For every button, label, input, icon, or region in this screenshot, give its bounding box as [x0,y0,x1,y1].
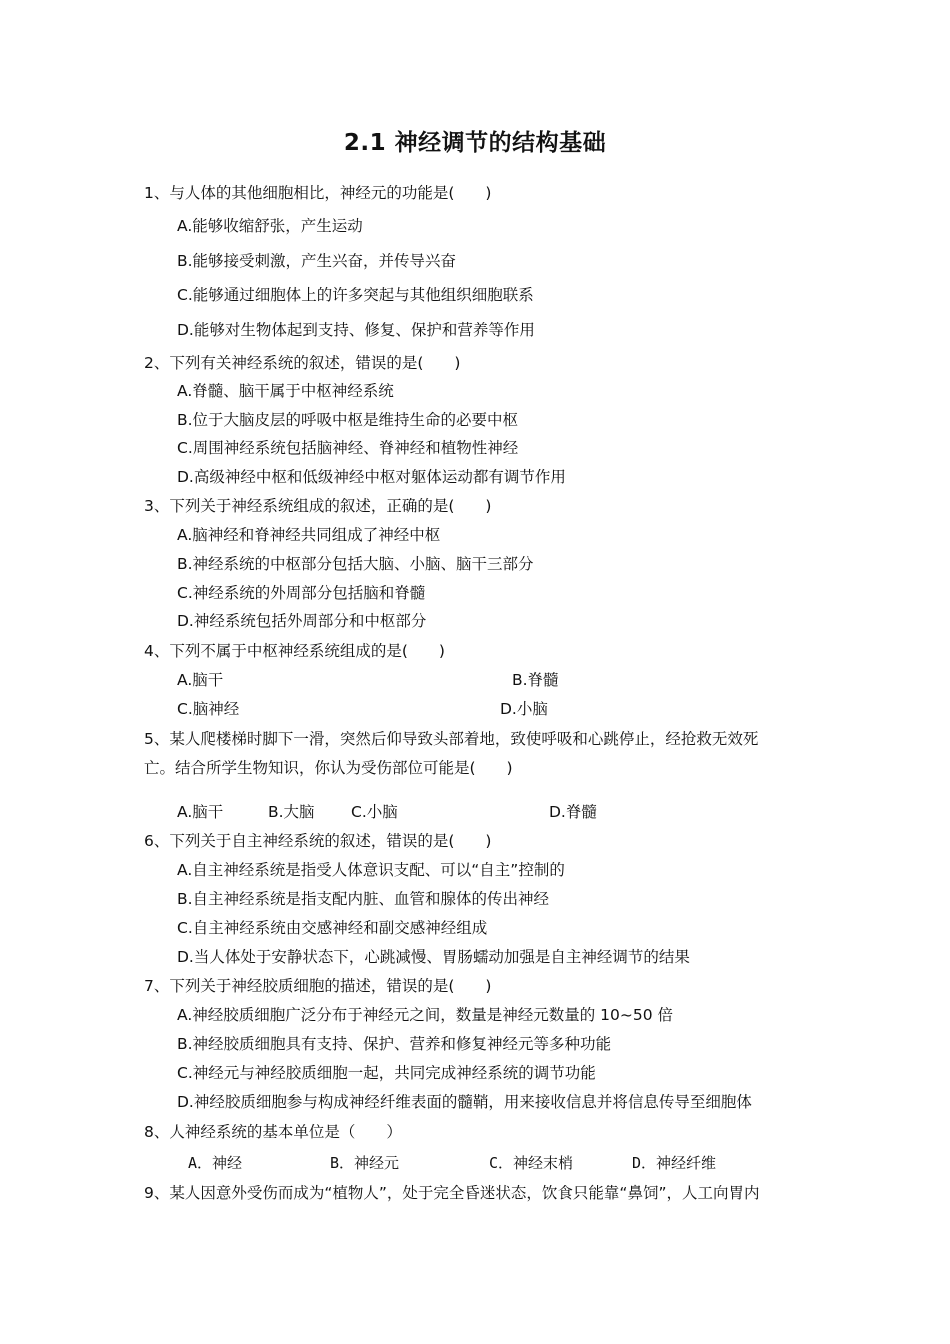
question-4-stem: 4、下列不属于中枢神经系统组成的是( ) [144,642,445,660]
question-7-option-b: B.神经胶质细胞具有支持、保护、营养和修复神经元等多种功能 [177,1035,612,1053]
question-1-stem: 1、与人体的其他细胞相比，神经元的功能是( ) [144,184,492,202]
question-6-option-b: B.自主神经系统是指支配内脏、血管和腺体的传出神经 [177,890,550,908]
question-1-option-c: C.能够通过细胞体上的许多突起与其他组织细胞联系 [177,286,534,304]
question-5-option-a: A.脑干 [177,803,224,821]
question-5-option-c: C.小脑 [351,803,398,821]
question-9-stem: 9、某人因意外受伤而成为“植物人”，处于完全昏迷状态，饮食只能靠“鼻饲”，人工向胃内 [144,1184,760,1202]
question-5-option-b: B.大脑 [268,803,315,821]
question-2-option-d: D.高级神经中枢和低级神经中枢对躯体运动都有调节作用 [177,468,566,486]
question-2-stem: 2、下列有关神经系统的叙述，错误的是( ) [144,354,461,372]
question-8-option-b: B．神经元 [330,1154,400,1172]
question-4-option-c: C.脑神经 [177,700,240,718]
question-3-option-b: B.神经系统的中枢部分包括大脑、小脑、脑干三部分 [177,555,534,573]
question-3-option-a: A.脑神经和脊神经共同组成了神经中枢 [177,526,441,544]
question-6-option-c: C.自主神经系统由交感神经和副交感神经组成 [177,919,488,937]
question-1-option-a: A.能够收缩舒张，产生运动 [177,217,363,235]
question-8-stem: 8、人神经系统的基本单位是（ ） [144,1123,402,1141]
question-3-stem: 3、下列关于神经系统组成的叙述，正确的是( ) [144,497,492,515]
question-2-option-b: B.位于大脑皮层的呼吸中枢是维持生命的必要中枢 [177,411,519,429]
question-3-option-c: C.神经系统的外周部分包括脑和脊髓 [177,584,426,602]
question-8-option-c: C．神经末梢 [489,1154,574,1172]
question-7-stem: 7、下列关于神经胶质细胞的描述，错误的是( ) [144,977,492,995]
question-5-option-d: D.脊髓 [549,803,597,821]
question-7-option-a: A.神经胶质细胞广泛分布于神经元之间，数量是神经元数量的 10~50 倍 [177,1006,674,1024]
question-6-stem: 6、下列关于自主神经系统的叙述，错误的是( ) [144,832,492,850]
question-8-option-a: A．神经 [188,1154,243,1172]
question-4-option-d: D.小脑 [500,700,548,718]
question-4-option-a: A.脑干 [177,671,224,689]
question-4-option-b: B.脊髓 [512,671,559,689]
question-6-option-a: A.自主神经系统是指受人体意识支配、可以“自主”控制的 [177,861,565,879]
page-title: 2.1 神经调节的结构基础 [343,130,607,156]
question-2-option-c: C.周围神经系统包括脑神经、脊神经和植物性神经 [177,439,519,457]
question-1-option-b: B.能够接受刺激，产生兴奋，并传导兴奋 [177,252,457,270]
question-1-option-d: D.能够对生物体起到支持、修复、保护和营养等作用 [177,321,535,339]
question-5-stem-line-2: 亡。结合所学生物知识，你认为受伤部位可能是( ) [144,759,513,777]
question-5-stem-line-1: 5、某人爬楼梯时脚下一滑，突然后仰导致头部着地，致使呼吸和心跳停止，经抢救无效死 [144,730,759,748]
question-6-option-d: D.当人体处于安静状态下，心跳减慢、胃肠蠕动加强是自主神经调节的结果 [177,948,690,966]
question-2-option-a: A.脊髓、脑干属于中枢神经系统 [177,382,394,400]
question-3-option-d: D.神经系统包括外周部分和中枢部分 [177,612,427,630]
question-8-option-d: D．神经纤维 [632,1154,717,1172]
question-7-option-d: D.神经胶质细胞参与构成神经纤维表面的髓鞘，用来接收信息并将信息传导至细胞体 [177,1093,752,1111]
question-7-option-c: C.神经元与神经胶质细胞一起，共同完成神经系统的调节功能 [177,1064,596,1082]
